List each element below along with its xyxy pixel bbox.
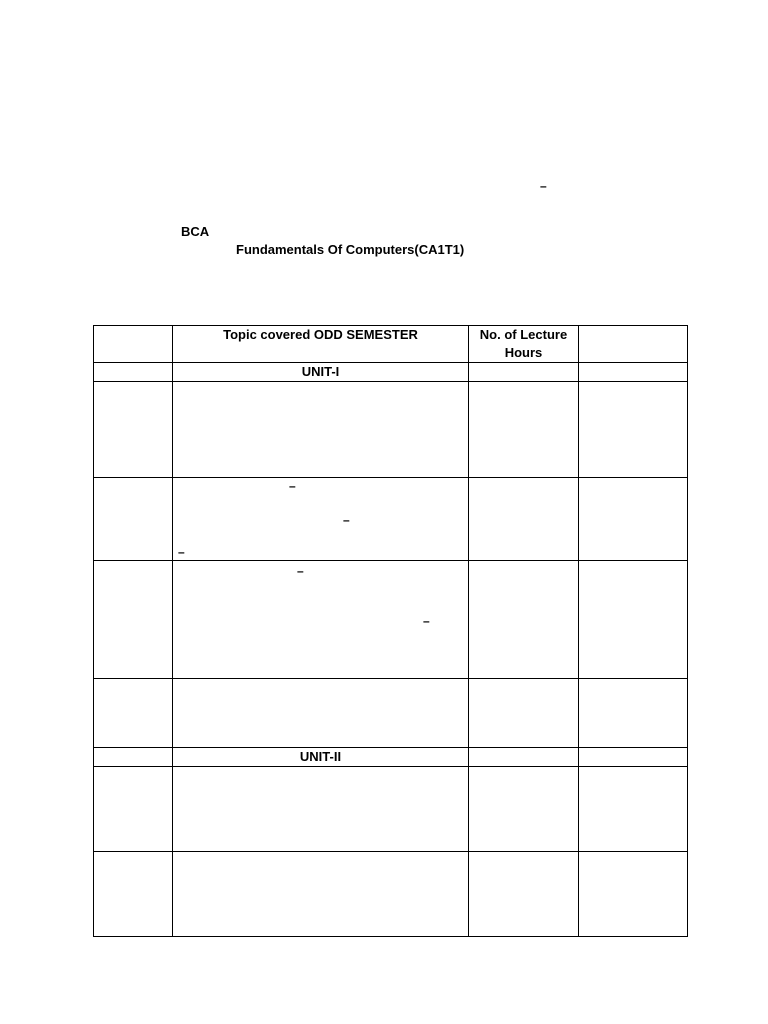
dash-mark: –	[297, 564, 304, 578]
table-cell	[579, 363, 688, 382]
table-cell	[579, 561, 688, 679]
table-cell	[469, 382, 579, 478]
table-cell	[94, 561, 173, 679]
dash-mark: –	[423, 614, 430, 628]
table-cell	[579, 748, 688, 767]
subject-title: Fundamentals Of Computers(CA1T1)	[236, 242, 465, 257]
table-cell	[94, 767, 173, 852]
unit-label: UNIT-II	[173, 748, 469, 767]
header-dash: –	[540, 179, 547, 193]
table-cell	[94, 363, 173, 382]
table-cell	[94, 748, 173, 767]
table-cell	[469, 363, 579, 382]
table-cell	[469, 478, 579, 561]
table-row	[94, 382, 688, 478]
table-cell	[94, 852, 173, 937]
table-cell	[579, 767, 688, 852]
table-row	[94, 478, 688, 561]
header-cell-blank-2	[579, 326, 688, 363]
table-cell	[173, 478, 469, 561]
course-name: BCA	[181, 224, 210, 239]
table-row	[94, 852, 688, 937]
table-cell	[579, 382, 688, 478]
table-cell	[94, 679, 173, 748]
unit-row	[94, 748, 688, 767]
table-cell	[173, 852, 469, 937]
table-row	[94, 767, 688, 852]
header-cell-hours: No. of Lecture Hours	[469, 326, 579, 363]
table-cell	[469, 767, 579, 852]
header-cell-blank-1	[94, 326, 173, 363]
dash-mark: –	[178, 545, 185, 559]
table-row	[94, 679, 688, 748]
table-cell	[469, 561, 579, 679]
lecture-plan-table	[93, 325, 688, 937]
table-cell	[469, 679, 579, 748]
header-cell-topic: Topic covered ODD SEMESTER	[173, 326, 469, 363]
table-cell	[94, 478, 173, 561]
table-cell	[94, 382, 173, 478]
table-cell	[579, 852, 688, 937]
dash-mark: –	[343, 513, 350, 527]
unit-label: UNIT-I	[173, 363, 469, 382]
table-cell	[469, 748, 579, 767]
table-cell	[173, 679, 469, 748]
dash-mark: –	[289, 479, 296, 493]
table-cell	[579, 679, 688, 748]
table-cell	[579, 478, 688, 561]
table-cell	[469, 852, 579, 937]
table-row	[94, 561, 688, 679]
unit-row	[94, 363, 688, 382]
table-cell	[173, 561, 469, 679]
table-cell	[173, 767, 469, 852]
table-header-row	[94, 326, 688, 363]
table-cell	[173, 382, 469, 478]
